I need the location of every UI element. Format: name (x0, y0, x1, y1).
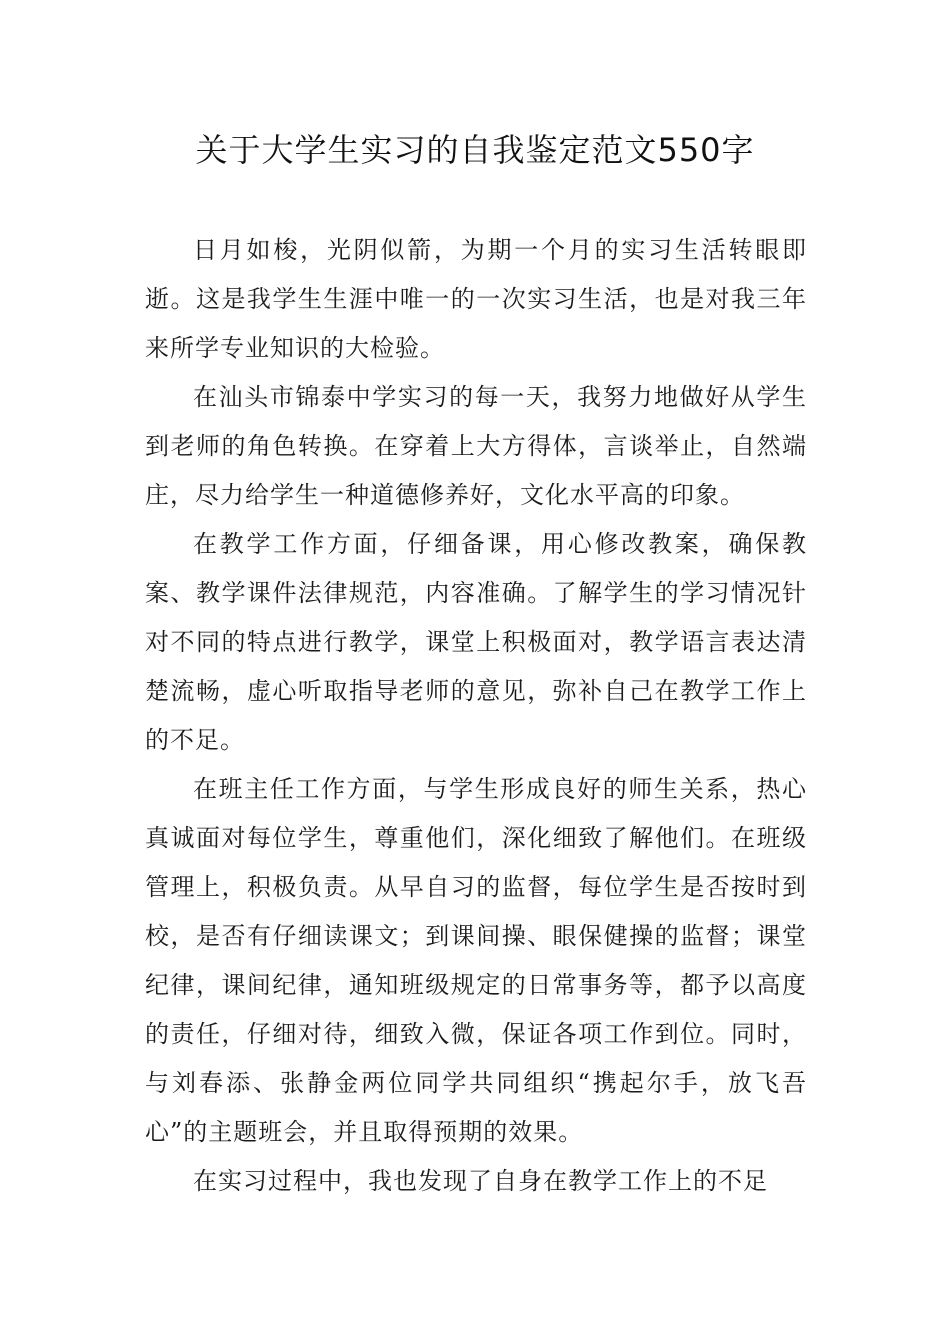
document-body (145, 226, 807, 1206)
paragraph-2: 在汕头市锦泰中学实习的每一天，我努力地做好从学生到老师的角色转换。在穿着上大方得体，言谈举止，自然端庄，尽力给学生一种道德修养好，文化水平高的印象。 (145, 383, 807, 509)
paragraph-5: 在实习过程中，我也发现了自身在教学工作上的不足 (193, 1167, 768, 1195)
document-title: 关于大学生实习的自我鉴定范文550字 (195, 131, 755, 169)
paragraph-3: 在教学工作方面，仔细备课，用心修改教案，确保教案、教学课件法律规范，内容准确。了解学生的学习情况针对不同的特点进行教学，课堂上积极面对，教学语言表达清楚流畅，虚心听取指导老师的意见，弥补自己在教学工作上的不足。 (145, 530, 807, 754)
paragraph-1: 日月如梭，光阴似箭，为期一个月的实习生活转眼即逝。这是我学生生涯中唯一的一次实习生活，也是对我三年来所学专业知识的大检验。 (145, 236, 807, 362)
paragraph-4: 在班主任工作方面，与学生形成良好的师生关系，热心真诚面对每位学生，尊重他们，深化细致了解他们。在班级管理上，积极负责。从早自习的监督，每位学生是否按时到校，是否有仔细读课文；到课间操、眼保健操的监督；课堂纪律，课间纪律，通知班级规定的日常事务等，都予以高度的责任，仔细对待，细致入微，保证各项工作到位。同时，与刘春添、张静金两位同学共同组织“携起尔手，放飞吾心”的主题班会，并且取得预期的效果。 (145, 775, 807, 1146)
